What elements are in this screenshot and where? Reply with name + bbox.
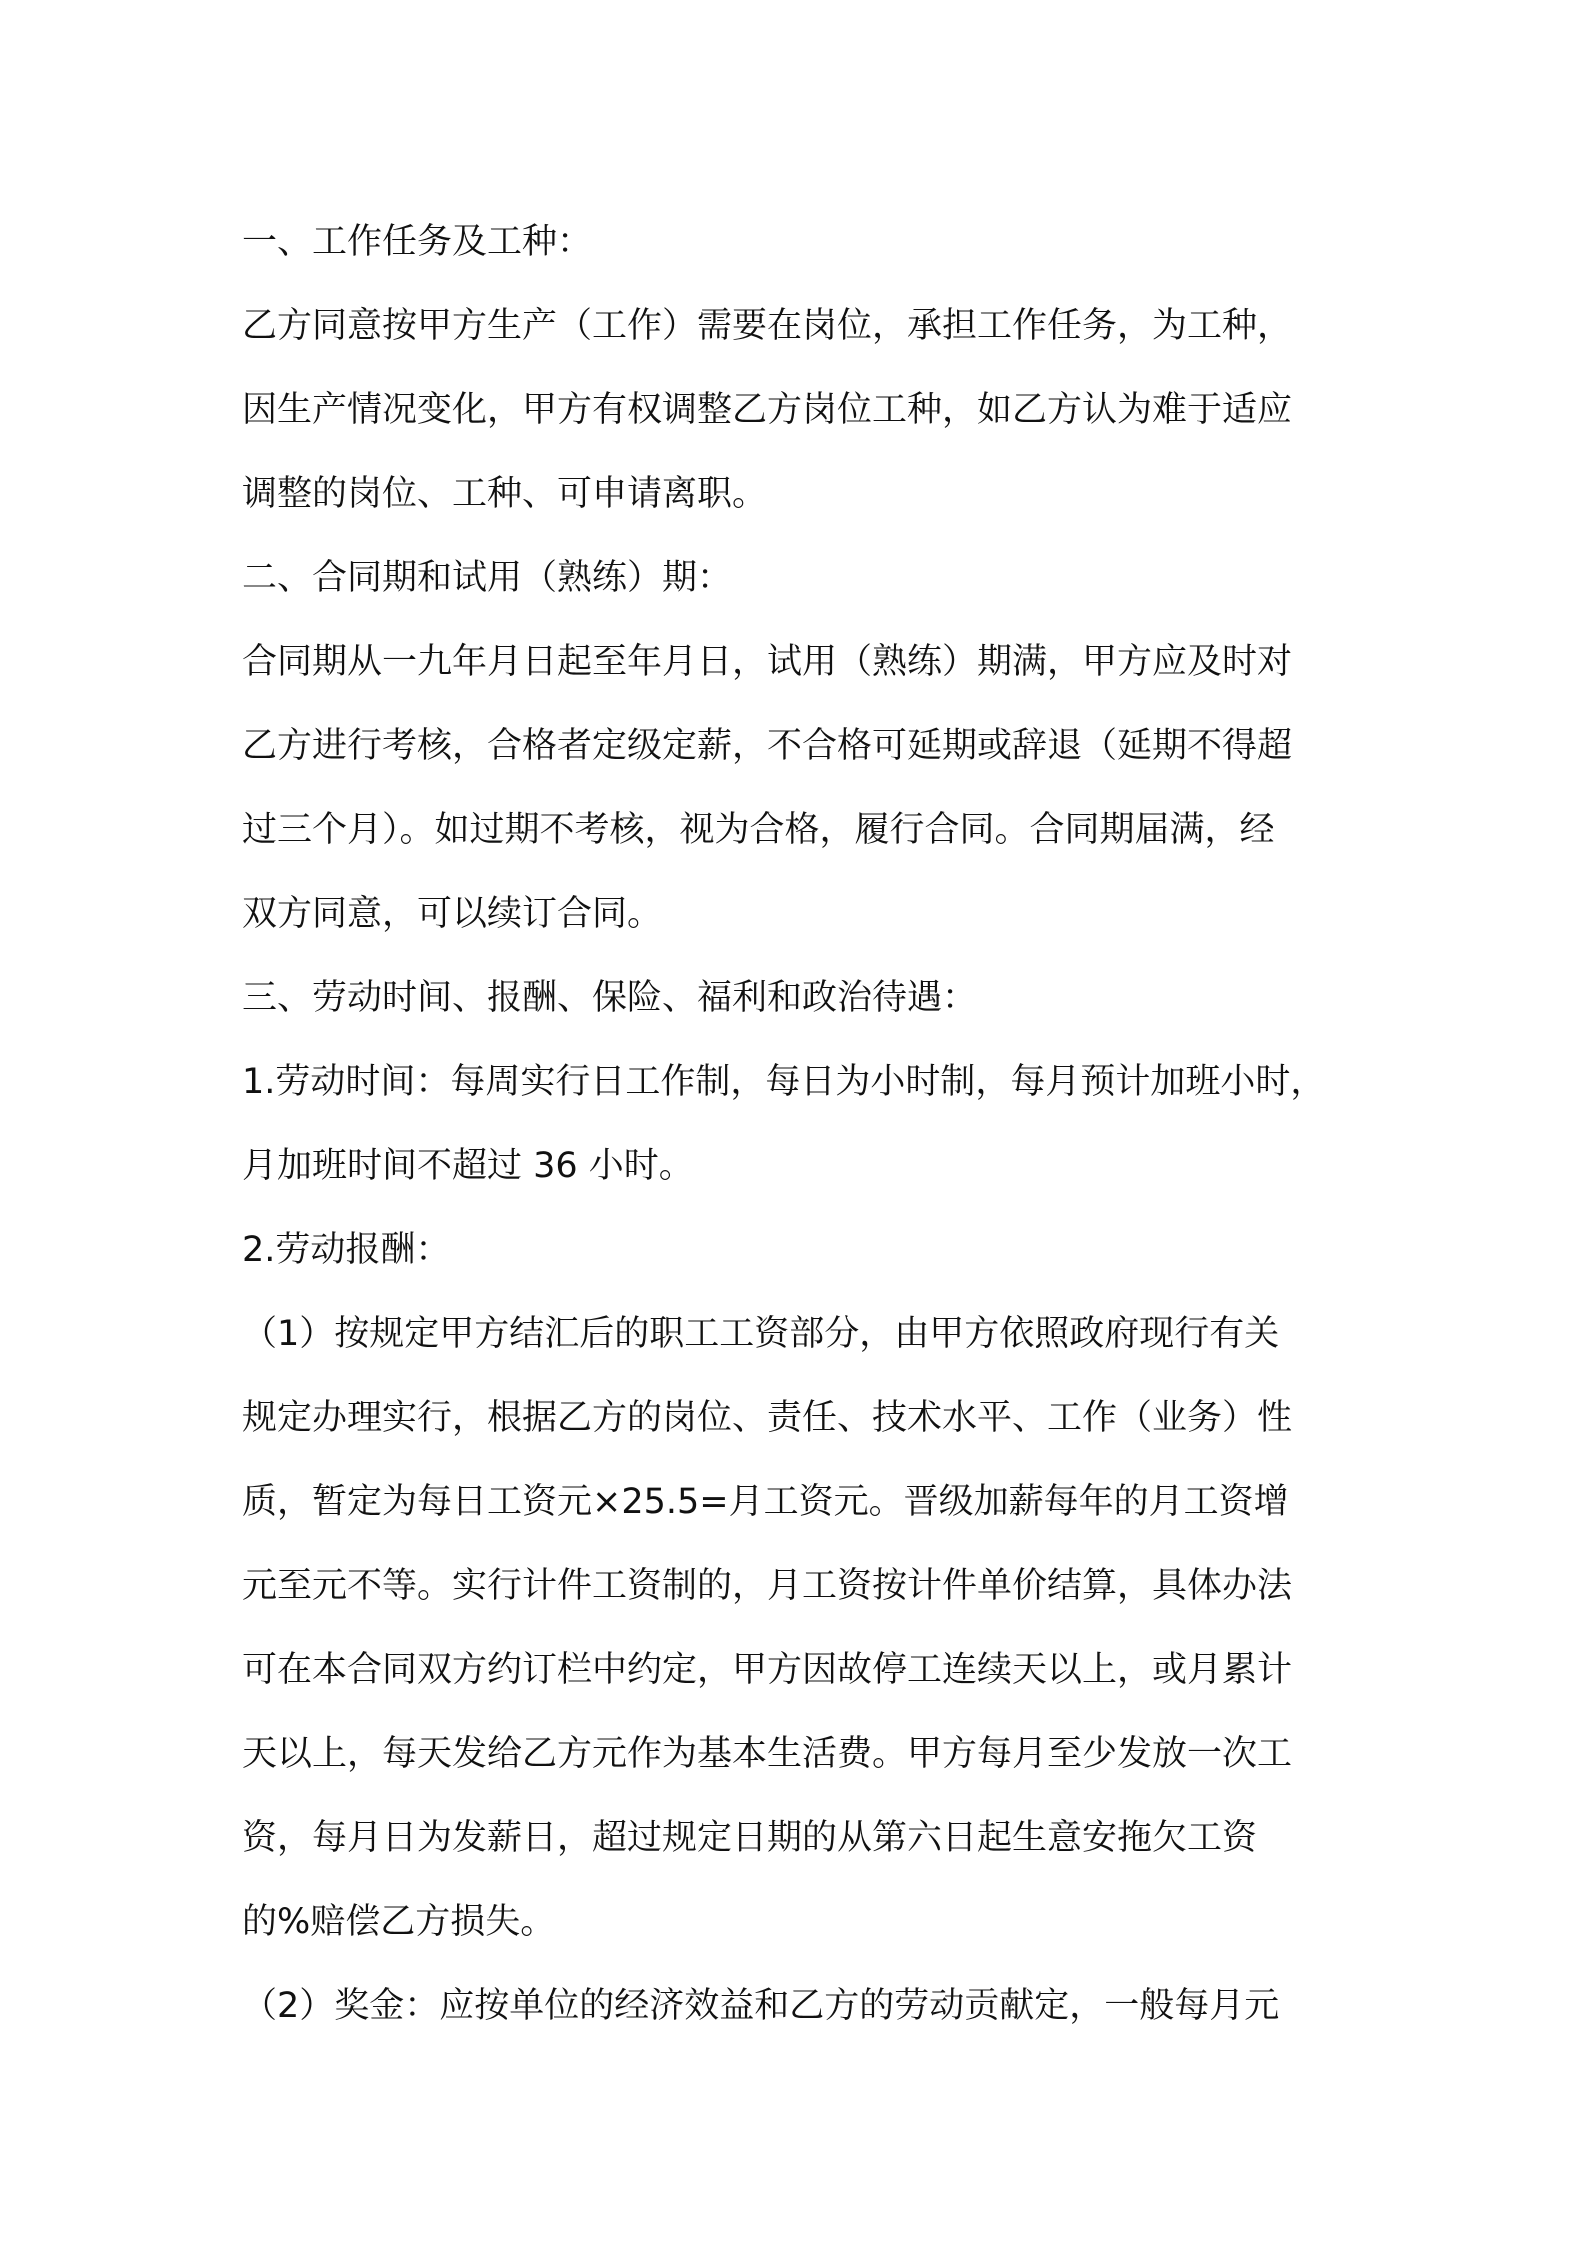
- paragraph-line: 规定办理实行，根据乙方的岗位、责任、技术水平、工作（业务）性: [242, 1398, 1293, 1438]
- paragraph-line: 因生产情况变化，甲方有权调整乙方岗位工种，如乙方认为难于适应: [242, 390, 1293, 430]
- paragraph-line: 元至元不等。实行计件工资制的，月工资按计件单价结算，具体办法: [242, 1566, 1293, 1606]
- paragraph-line: （1）按规定甲方结汇后的职工工资部分，由甲方依照政府现行有关: [242, 1314, 1280, 1354]
- section-heading-working-hours: 三、劳动时间、报酬、保险、福利和政治待遇：: [242, 978, 978, 1018]
- paragraph-line: 天以上，每天发给乙方元作为基本生活费。甲方每月至少发放一次工: [242, 1734, 1293, 1774]
- paragraph-line: 资，每月日为发薪日，超过规定日期的从第六日起生意安拖欠工资: [242, 1818, 1258, 1858]
- subheading-remuneration: 2.劳动报酬：: [242, 1230, 451, 1270]
- section-heading-work-tasks: 一、工作任务及工种：: [242, 222, 593, 262]
- paragraph-line: 1.劳动时间：每周实行日工作制，每日为小时制，每月预计加班小时，: [242, 1062, 1326, 1102]
- paragraph-line: （2）奖金：应按单位的经济效益和乙方的劳动贡献定，一般每月元: [242, 1986, 1280, 2026]
- paragraph-line: 质，暂定为每日工资元×25.5=月工资元。晋级加薪每年的月工资增: [242, 1482, 1289, 1522]
- paragraph-line: 月加班时间不超过 36 小时。: [242, 1146, 694, 1186]
- paragraph-line: 调整的岗位、工种、可申请离职。: [242, 474, 768, 514]
- paragraph-line: 乙方进行考核，合格者定级定薪，不合格可延期或辞退（延期不得超: [242, 726, 1293, 766]
- paragraph-line: 双方同意，可以续订合同。: [242, 894, 663, 934]
- paragraph-line: 可在本合同双方约订栏中约定，甲方因故停工连续天以上，或月累计: [242, 1650, 1293, 1690]
- paragraph-line: 过三个月）。如过期不考核，视为合格，履行合同。合同期届满，经: [242, 810, 1275, 850]
- contract-text: [242, 200, 1354, 2048]
- paragraph-line: 合同期从一九年月日起至年月日，试用（熟练）期满，甲方应及时对: [242, 642, 1293, 682]
- paragraph-line: 的%赔偿乙方损失。: [242, 1902, 556, 1942]
- section-heading-contract-period: 二、合同期和试用（熟练）期：: [242, 558, 733, 598]
- paragraph-line: 乙方同意按甲方生产（工作）需要在岗位，承担工作任务，为工种，: [242, 306, 1293, 346]
